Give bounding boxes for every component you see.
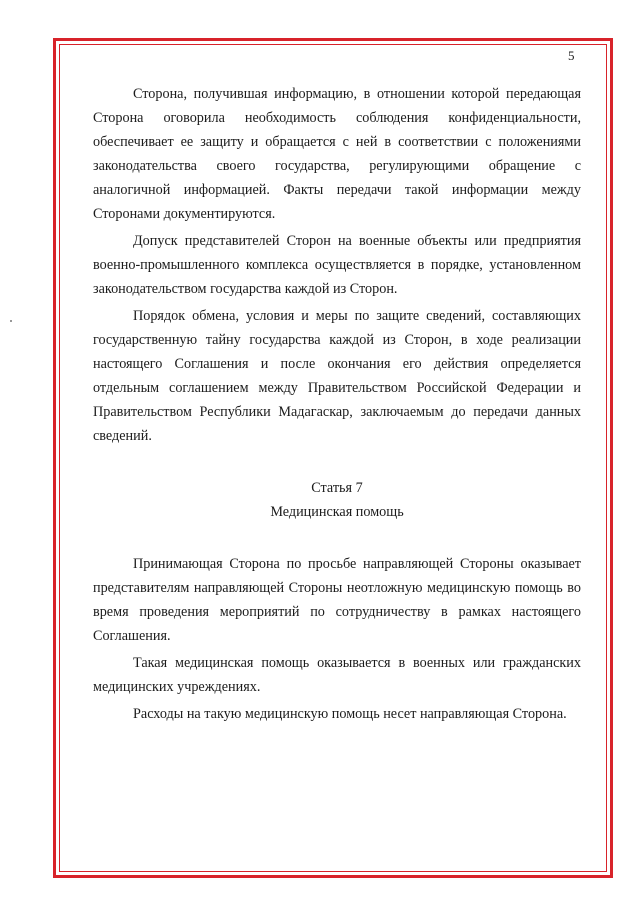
document-body [93,82,581,726]
paragraph-confidentiality: Сторона, получившая информацию, в отношении которой передающая Сторона оговорила необходимость соблюдения конфиденциальности, обеспечивает ее защиту и обращается с ней в соответствии с положениями законодательства своего государства, регулирующими обращение с аналогичной информацией. Факты передачи такой информации между Сторонами документируются. [93,86,581,222]
article-title: Медицинская помощь [270,504,404,520]
article-heading [93,476,581,524]
paragraph-state-secret: Порядок обмена, условия и меры по защите сведений, составляющих государственную тайну государства каждой из Сторон, в ходе реализации настоящего Соглашения и после окончания его действия определяется отдельным соглашением между Правительством Российской Федерации и Правительством Республики Мадагаскар, заключаемым до передачи данных сведений. [93,308,581,444]
article-number: Статья 7 [311,480,363,496]
paragraph-access: Допуск представителей Сторон на военные объекты или предприятия военно-промышленного комплекса осуществляется в порядке, установленном законодательством государства каждой из Сторон. [93,233,581,297]
paragraph-medical-assistance: Принимающая Сторона по просьбе направляющей Стороны оказывает представителям направляющей Стороны неотложную медицинскую помощь во время проведения мероприятий по сотрудничеству в рамках настоящего Соглашения. [93,556,581,644]
paragraph-medical-institutions: Такая медицинская помощь оказывается в военных или гражданских медицинских учреждениях. [93,655,581,695]
scan-speck [10,320,12,322]
paragraph-medical-costs: Расходы на такую медицинскую помощь несет направляющая Сторона. [133,706,567,722]
page-number: 5 [568,48,575,63]
